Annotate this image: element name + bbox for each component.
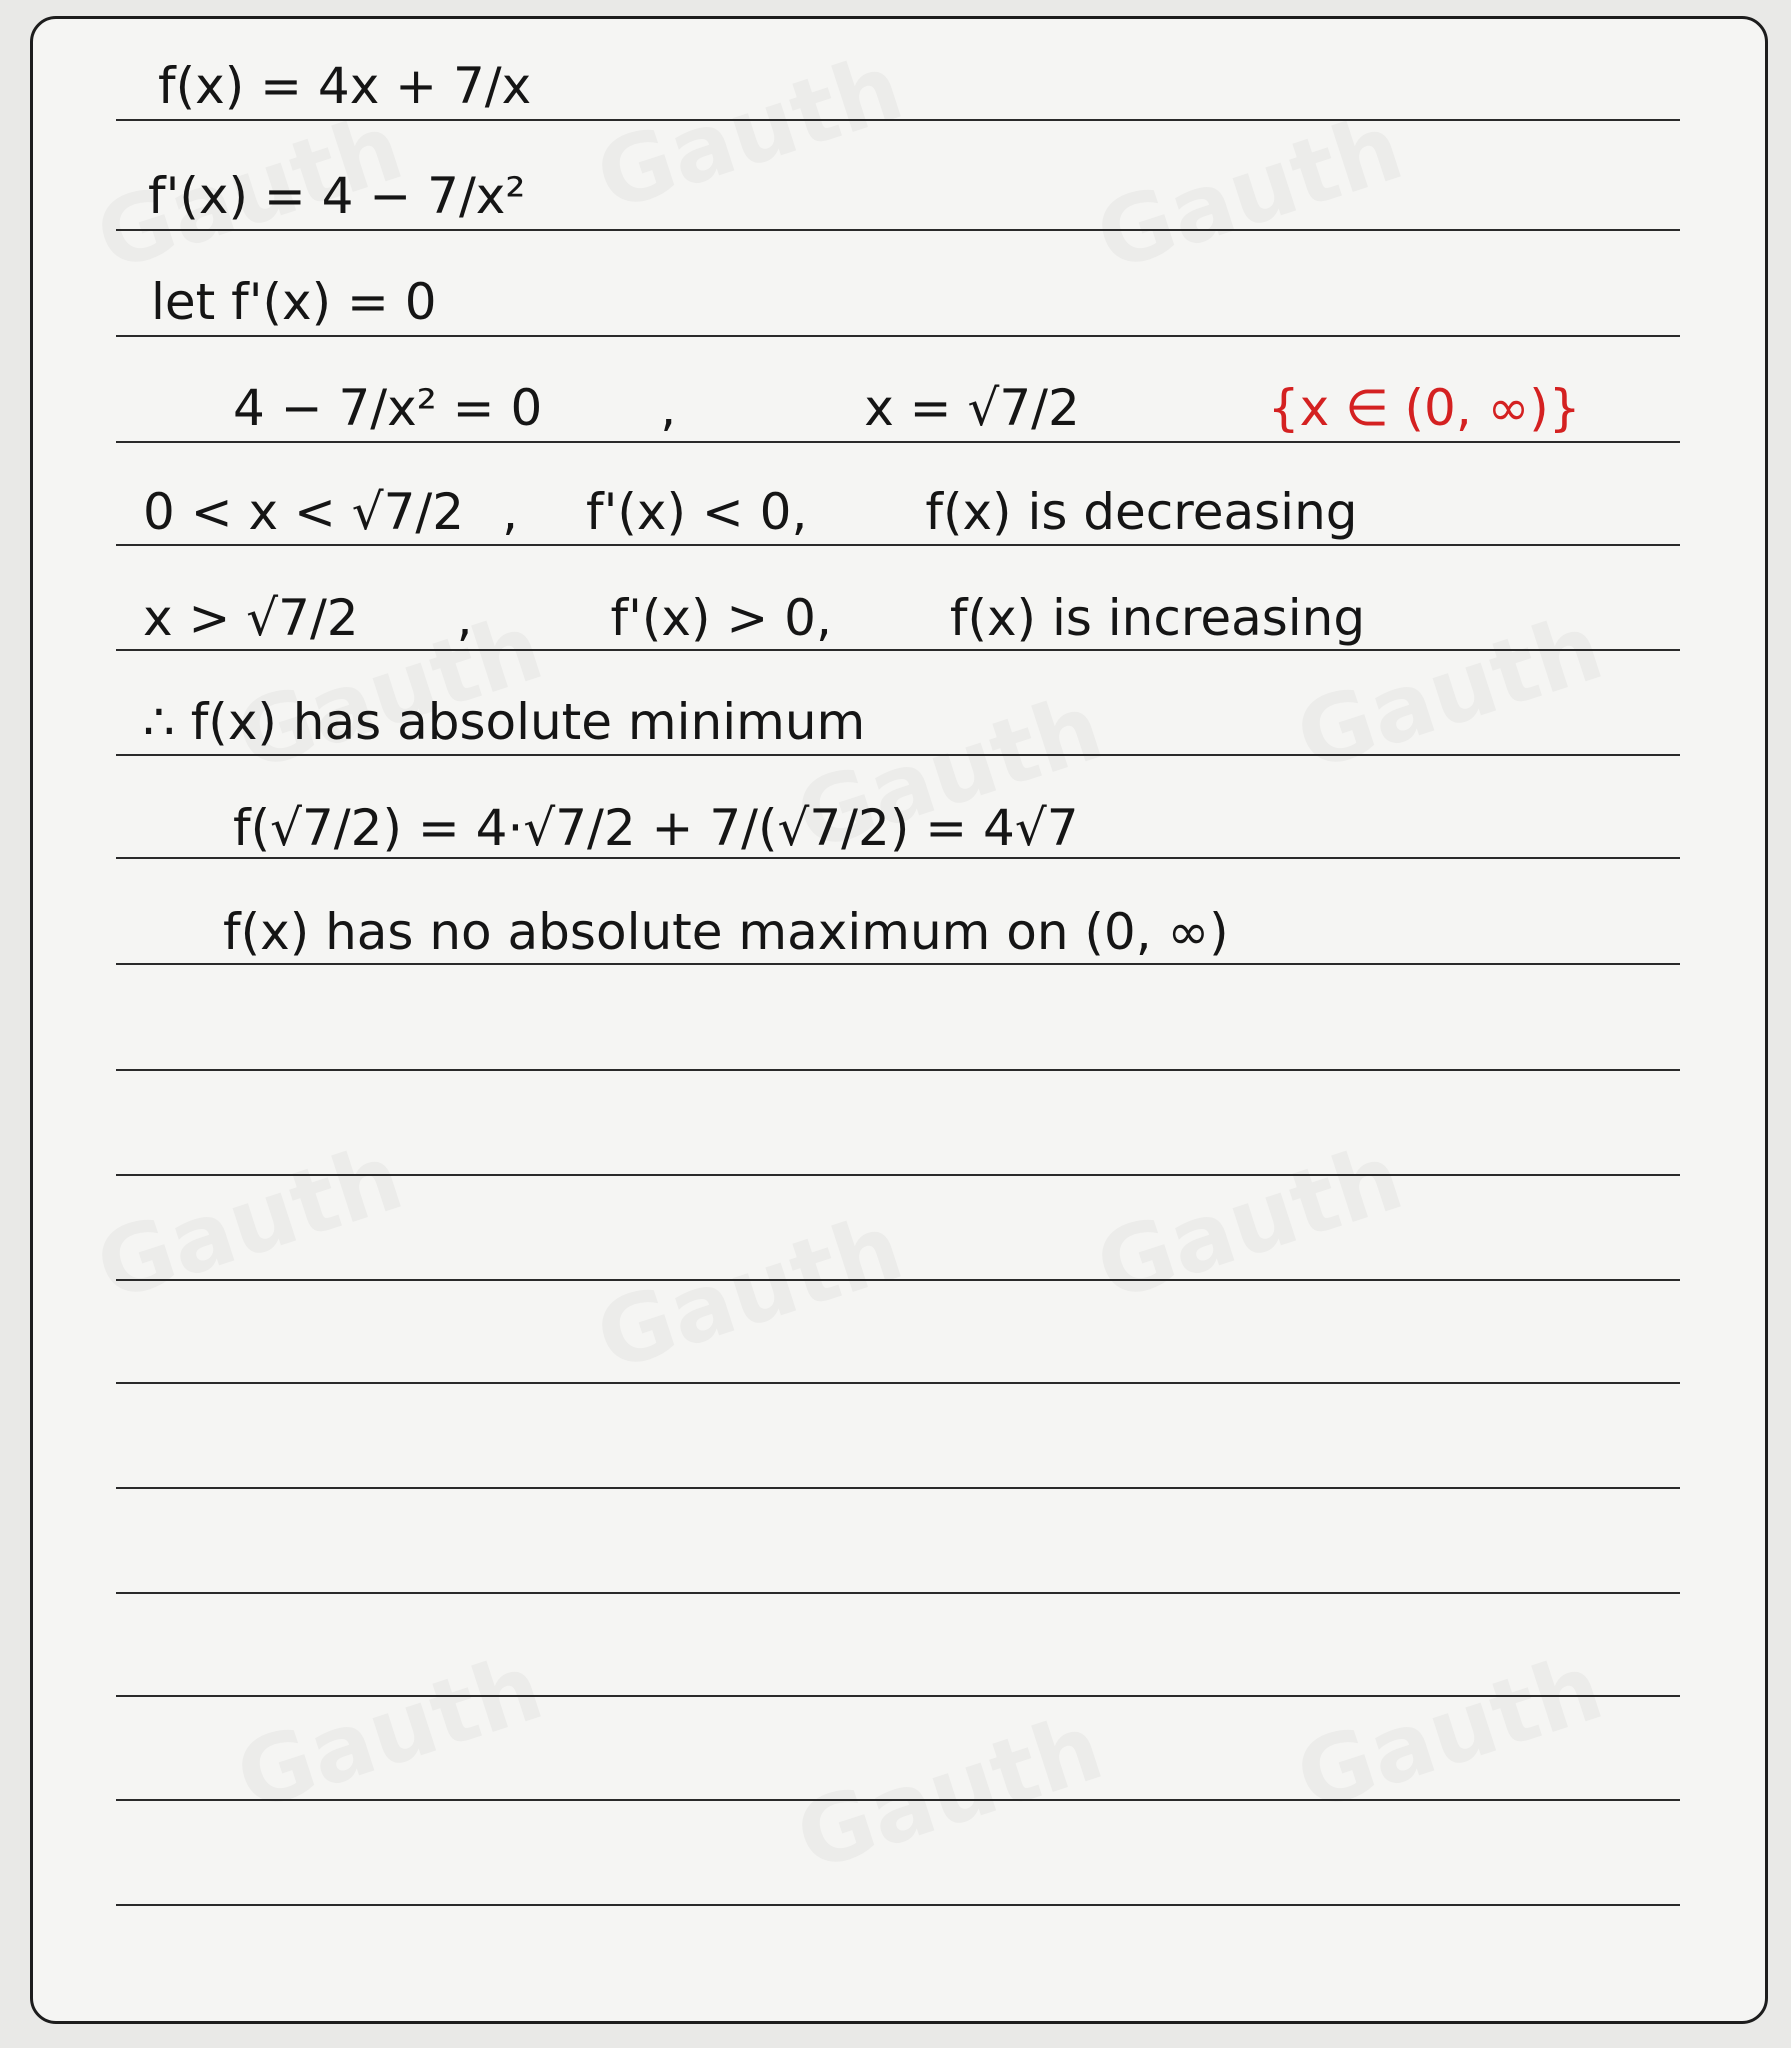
watermark-text (1084, 1123, 1414, 1321)
line-text: f(x) has no absolute maximum on (0, ∞) (223, 903, 1229, 961)
set-derivative-zero-line (151, 241, 437, 331)
ruled-line (116, 119, 1680, 121)
watermark-text (784, 1693, 1114, 1891)
ruled-line (116, 1799, 1680, 1801)
separator: , (456, 589, 473, 647)
solution-text: x = √7/2 (864, 379, 1080, 437)
line-text: f(√7/2) = 4·√7/2 + 7/(√7/2) = 4√7 (233, 799, 1079, 857)
ruled-line (116, 544, 1680, 546)
line-text: f(x) = 4x + 7/x (158, 57, 532, 115)
behavior-text: f(x) is decreasing (925, 483, 1358, 541)
ruled-line (116, 1487, 1680, 1489)
ruled-line (116, 441, 1680, 443)
ruled-line (116, 963, 1680, 965)
ruled-line (116, 335, 1680, 337)
increasing-interval-line (143, 557, 1365, 647)
watermark-text (584, 33, 914, 231)
ruled-line (116, 1174, 1680, 1176)
watermark-text (1284, 1633, 1614, 1831)
behavior-text: f(x) is increasing (949, 589, 1366, 647)
ruled-line (116, 1592, 1680, 1594)
line-text: ∴ f(x) has absolute minimum (143, 693, 866, 751)
minimum-value-line (233, 767, 1079, 857)
sign-text: f'(x) < 0, (586, 483, 808, 541)
ruled-line (116, 649, 1680, 651)
watermark-text (1084, 93, 1414, 291)
interval-text: 0 < x < √7/2 (143, 483, 465, 541)
domain-note: {x ∈ (0, ∞)} (1267, 379, 1581, 437)
derivative-line (148, 135, 525, 225)
function-definition (158, 25, 531, 115)
sign-text: f'(x) > 0, (610, 589, 832, 647)
absolute-minimum-line (143, 661, 865, 751)
separator: , (502, 483, 518, 541)
ruled-line (116, 754, 1680, 756)
ruled-line (116, 1382, 1680, 1384)
watermark-text (224, 1633, 554, 1831)
notebook-page (30, 16, 1768, 2024)
ruled-line (116, 857, 1680, 859)
decreasing-interval-line (143, 451, 1358, 541)
line-text: f'(x) = 4 − 7/x² (148, 167, 526, 225)
watermark-text (84, 1123, 414, 1321)
ruled-line (116, 1279, 1680, 1281)
no-maximum-line (223, 871, 1229, 961)
ruled-line (116, 1904, 1680, 1906)
separator: , (660, 379, 677, 437)
watermark-text (584, 1193, 914, 1391)
line-text: let f'(x) = 0 (151, 273, 437, 331)
interval-text: x > √7/2 (143, 589, 359, 647)
critical-point-line (233, 347, 1581, 437)
ruled-line (116, 1695, 1680, 1697)
ruled-line (116, 1069, 1680, 1071)
ruled-line (116, 229, 1680, 231)
equation-text: 4 − 7/x² = 0 (233, 379, 543, 437)
